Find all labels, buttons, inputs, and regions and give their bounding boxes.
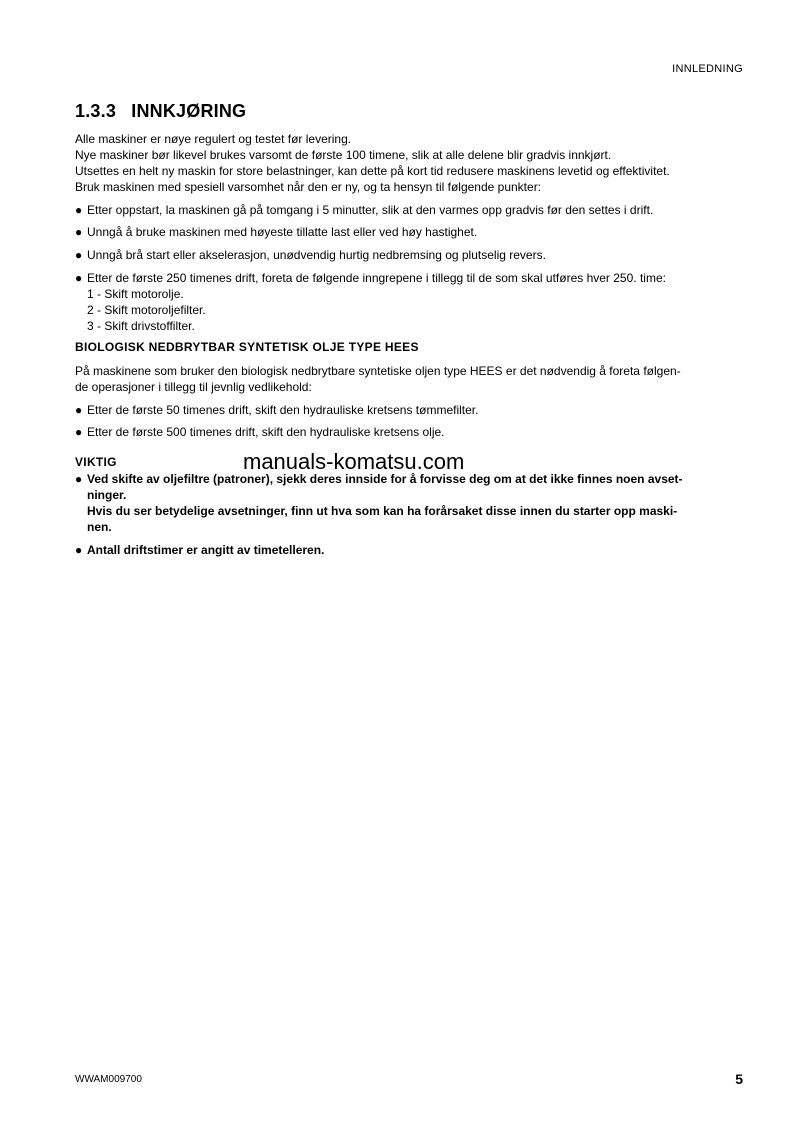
intro-line-4: Bruk maskinen med spesiell varsomhet når den er ny, og ta hensyn til følgende punkter: [75,180,542,194]
bullet-icon: ● [75,271,83,285]
important-label: VIKTIG [75,455,117,469]
section-title-text: INNKJØRING [131,101,247,121]
intro-line-2: Nye maskiner bør likevel brukes varsomt de første 100 timene, slik at alle delene blir gradvis innkjørt. [75,148,612,162]
hees-intro-line-2: de operasjoner i tillegg til jevnlig vedlikehold: [75,380,312,394]
document-code: WWAM009700 [75,1074,142,1085]
section-title [75,101,246,122]
page-number: 5 [735,1071,743,1087]
bullet-icon: ● [75,203,83,217]
important-item-cont: nen. [87,520,112,534]
bullet-icon: ● [75,225,83,239]
step-item: 2 - Skift motoroljefilter. [87,303,206,317]
bullet-icon: ● [75,472,83,486]
bullet-icon: ● [75,403,83,417]
section-number: 1.3.3 [75,101,117,121]
intro-line-1: Alle maskiner er nøye regulert og testet før levering. [75,132,352,146]
watermark: manuals-komatsu.com [243,449,465,474]
bullet-icon: ● [75,543,83,557]
step-item: 3 - Skift drivstoffilter. [87,319,195,333]
bullet-icon: ● [75,248,83,262]
important-item-cont: Hvis du ser betydelige avsetninger, finn ut hva som kan ha forårsaket disse innen du starter opp maski- [87,504,678,518]
hees-heading: BIOLOGISK NEDBRYTBAR SYNTETISK OLJE TYPE HEES [75,340,419,354]
intro-line-3: Utsettes en helt ny maskin for store belastninger, kan dette på kort tid redusere maskinens levetid og effektivitet. [75,164,670,178]
running-header: INNLEDNING [672,63,743,75]
important-item-cont: ninger. [87,488,127,502]
bullet-icon: ● [75,425,83,439]
hees-intro-line-1: På maskinene som bruker den biologisk nedbrytbare syntetiske oljen type HEES er det nødvendig å foreta følgen- [75,364,681,378]
step-item: 1 - Skift motorolje. [87,287,184,301]
